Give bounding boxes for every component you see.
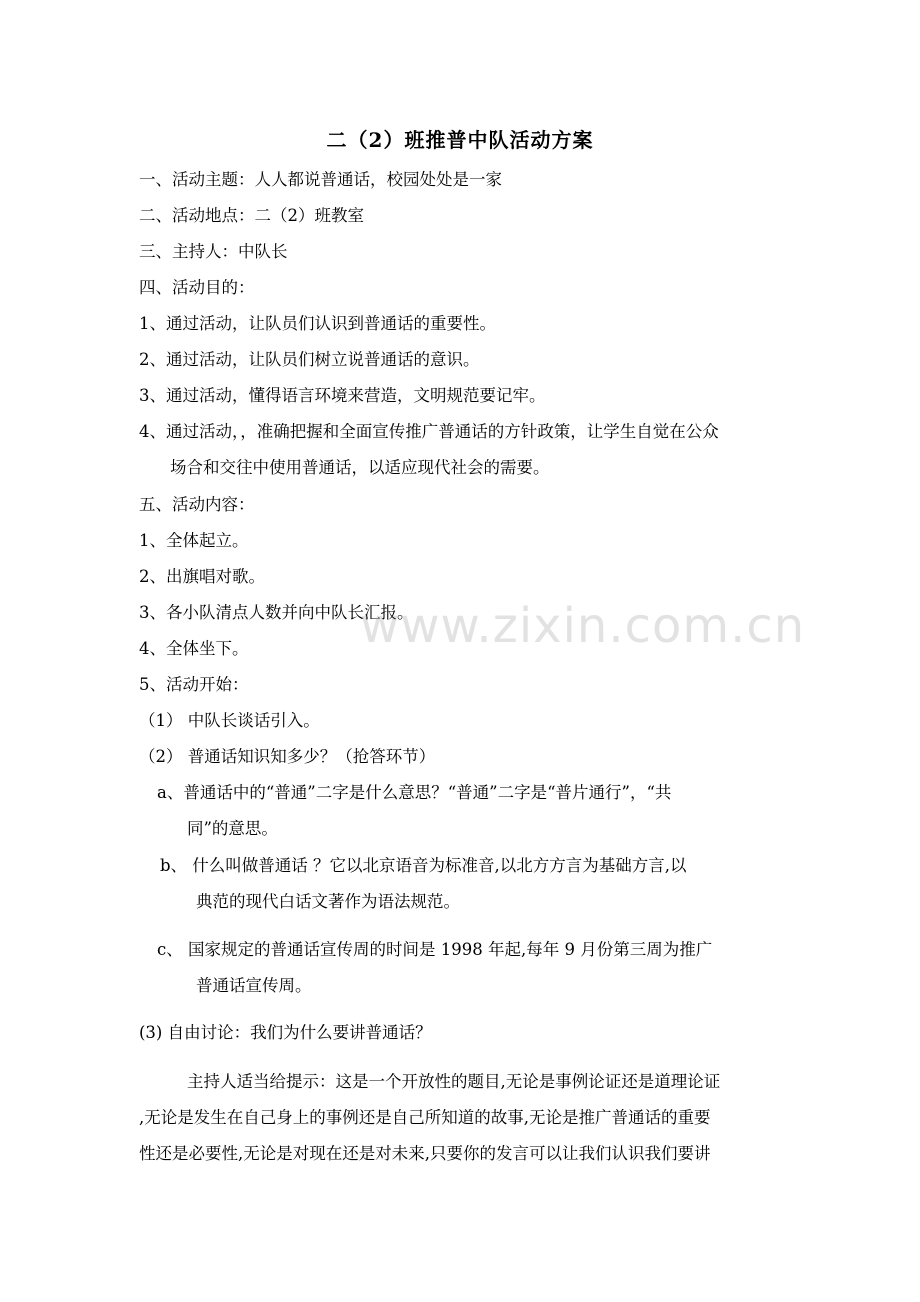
quiz-question-a: a、普通话中的“普通”二字是什么意思？“普通”二字是“普片通行”，“共 [157,783,672,802]
quiz-question-b-continued: 典范的现代白话文著作为语法规范。 [196,892,460,911]
content-item-5: 5、活动开始： [139,675,249,694]
site-watermark: www.zixin.com.cn [360,598,806,654]
content-item-4: 4、全体坐下。 [139,639,249,658]
host-hint-paragraph-line-2: ,无论是发生在自己身上的事例还是自己所知道的故事,无论是推广普通话的重要 [139,1108,711,1127]
activity-step-3: (3) 自由讨论：我们为什么要讲普通话？ [139,1023,432,1042]
section-host: 三、主持人：中队长 [139,242,288,261]
quiz-question-c-continued: 普通话宣传周。 [196,976,312,995]
section-goals-heading: 四、活动目的： [139,278,255,297]
goal-item-3: 3、通过活动，懂得语言环境来营造，文明规范要记牢。 [139,386,546,405]
host-hint-paragraph-line-3: 性还是必要性,无论是对现在还是对未来,只要你的发言可以让我们认识我们要讲 [139,1144,711,1163]
section-location: 二、活动地点：二（2）班教室 [139,206,364,225]
content-item-1: 1、全体起立。 [139,531,249,550]
quiz-question-c: c、 国家规定的普通话宣传周的时间是 1998 年起,每年 9 月份第三周为推广 [157,940,713,959]
quiz-question-a-continued: 同”的意思。 [187,819,278,838]
goal-item-4: 4、通过活动，，准确把握和全面宣传推广普通话的方针政策，让学生自觉在公众 [139,422,719,441]
host-hint-paragraph-line-1: 主持人适当给提示：这是一个开放性的题目,无论是事例论证还是道理论证 [187,1072,721,1091]
goal-item-1: 1、通过活动，让队员们认识到普通话的重要性。 [139,314,496,333]
quiz-question-b: b、 什么叫做普通话 ？它以北京语音为标准音,以北方方言为基础方言,以 [160,856,687,875]
section-content-heading: 五、活动内容： [139,495,255,514]
goal-item-2: 2、通过活动，让队员们树立说普通话的意识。 [139,350,480,369]
document-title: 二（2）班推普中队活动方案 [326,128,594,152]
section-theme: 一、活动主题：人人都说普通话，校园处处是一家 [139,170,502,189]
content-item-3: 3、各小队清点人数并向中队长汇报。 [139,603,414,622]
goal-item-4-continued: 场合和交往中使用普通话，以适应现代社会的需要。 [170,458,550,477]
activity-step-1: （1） 中队长谈话引入。 [139,711,320,730]
content-item-2: 2、出旗唱对歌。 [139,567,265,586]
activity-step-2: （2） 普通话知识知多少？（抢答环节） [139,747,436,766]
